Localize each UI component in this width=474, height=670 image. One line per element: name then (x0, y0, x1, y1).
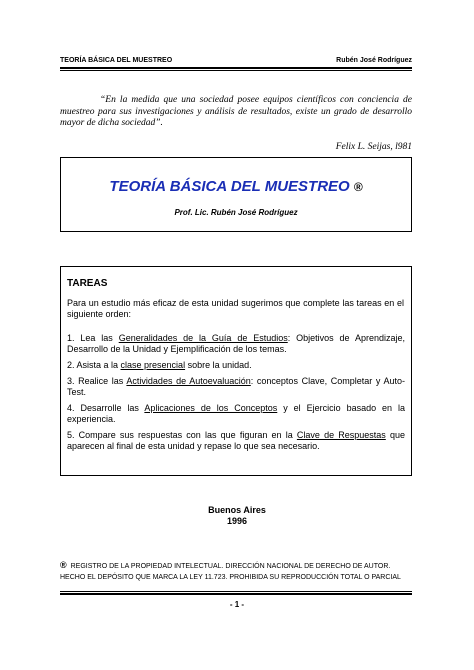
title-box (60, 157, 412, 232)
document-title-text: TEORÍA BÁSICA DEL MUESTREO (109, 178, 350, 195)
header-rule-thin (60, 70, 412, 71)
tasks-box (60, 266, 412, 476)
task-text: y el Ejercicio basado en la experiencia. (67, 403, 406, 424)
task-item (67, 376, 405, 398)
task-item (67, 403, 405, 425)
epigraph-quote (60, 95, 412, 130)
task-text: 2. Asista a la (67, 360, 121, 370)
task-text: 3. Realice las (67, 376, 127, 386)
task-link-aplicaciones[interactable]: Aplicaciones de los Conceptos (144, 403, 278, 413)
footer-rule-thin (60, 591, 412, 592)
task-text: : Objetivos de Aprendizaje, Desarrollo de la Unidad y Ejemplificación de los temas. (67, 333, 405, 354)
tasks-heading: TAREAS (67, 278, 108, 289)
task-item (67, 333, 405, 355)
publication-year: 1996 (226, 516, 248, 526)
task-link-clase-presencial[interactable]: clase presencial (120, 360, 186, 370)
document-title (61, 178, 411, 195)
header-author: Rubén José Rodríguez (336, 57, 412, 64)
task-text: 1. Lea las (67, 333, 119, 343)
tasks-intro: Para un estudio más eficaz de esta unidad sugerimos que complete las tareas en el siguiente orden: (67, 298, 404, 319)
task-link-autoevaluacion[interactable]: Actividades de Autoevaluación (126, 376, 251, 386)
header-title: TEORÍA BÁSICA DEL MUESTREO (60, 57, 173, 64)
task-text: que aparecen al final de esta unidad y repase lo que sea necesario. (67, 430, 405, 451)
task-text: : conceptos Clave, Completar y Auto-Test. (67, 376, 406, 397)
task-link-clave-respuestas[interactable]: Clave de Respuestas (296, 430, 386, 440)
tasks-list (67, 333, 405, 457)
task-text: sobre la unidad. (185, 360, 252, 370)
header-rule (60, 67, 412, 69)
publication-city: Buenos Aires (208, 505, 266, 515)
registered-mark: ® (60, 560, 67, 570)
task-text: 5. Compare sus respuestas con las que figuran en la (67, 430, 297, 440)
page-number: - 1 - (229, 600, 245, 609)
epigraph-text: “En la medida que una sociedad posee equipos científicos con conciencia de muestreo para sus investigaciones y análisis de resultados, existe un grado de desarrollo mayor de dicha sociedad”. (60, 95, 412, 128)
epigraph-author: Felix L. Seijas, l981 (335, 142, 412, 152)
document-author: Prof. Lic. Rubén José Rodríguez (174, 208, 298, 217)
footer-rule (60, 593, 412, 595)
publication-place (0, 505, 474, 527)
task-item (67, 430, 405, 452)
task-item (67, 360, 405, 371)
task-text: 4. Desarrolle las (67, 403, 145, 413)
registered-mark: ® (353, 180, 363, 194)
copyright-text: REGISTRO DE LA PROPIEDAD INTELECTUAL. DIRECCIÓN NACIONAL DE DERECHO DE AUTOR. HECHO EL DEPÓSITO QUE MARCA LA LEY 11.723. PROHIBIDA SU REPRODUCCIÓN TOTAL O PARCIAL (60, 563, 401, 581)
copyright-notice (60, 560, 412, 583)
task-link-generalidades[interactable]: Generalidades de la Guía de Estudios (118, 333, 288, 343)
